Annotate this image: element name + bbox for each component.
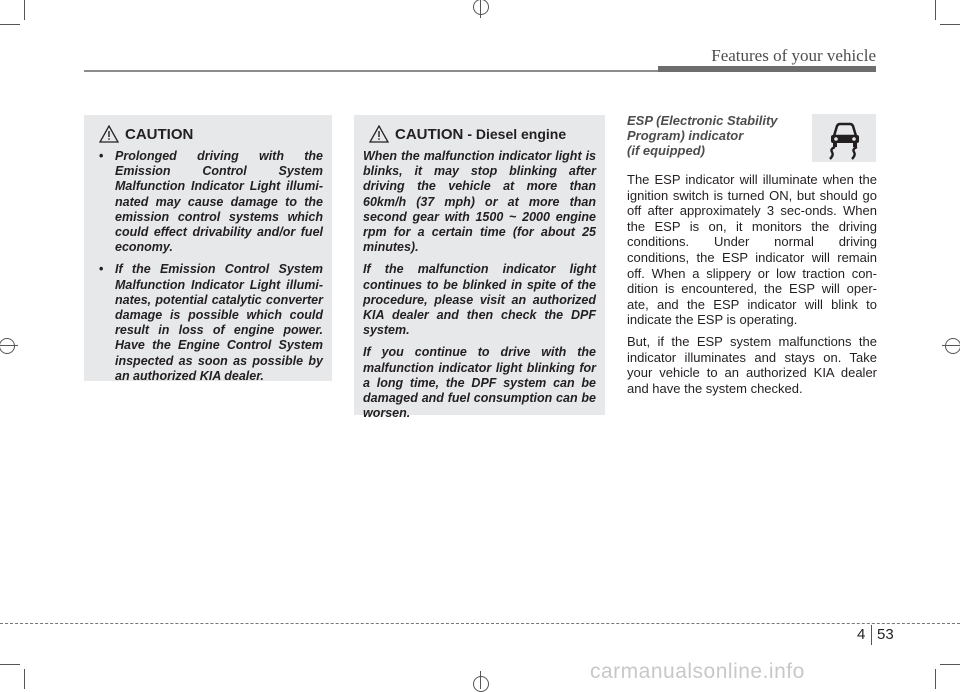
esp-indicator-icon-box [812,114,876,162]
caution-box-diesel [354,115,605,421]
warning-triangle-icon [99,125,119,143]
chapter-number: 4 [857,626,866,643]
caution-subtitle: - Diesel engine [467,126,567,142]
page-header-title: Features of your vehicle [711,46,876,65]
esp-paragraph: But, if the ESP system malfunctions the indicator illuminates and stays on. Take your vehicle to an authorized KIA dealer and have the system checked. [627,333,877,396]
caution-paragraph: If you continue to drive with the malfunction indicator light blinking for a long time, the DPF system can be damaged and fuel consumption can be worsen. [363,345,596,421]
esp-description [627,172,877,402]
esp-title-line: ESP (Electronic Stability [627,113,778,128]
caution-box-emission [84,115,332,381]
caution-bullet: • If the Emission Control System Malfunction Indicator Light illumi-nates, potential catalytic converter damage is possible which could result in loss of engine power. Have the Engine Control System inspected as soon as possible by an authorized KIA dealer. [93,262,323,384]
footer-rule [0,623,960,624]
esp-section-title [627,113,827,158]
caution-heading [363,123,596,145]
watermark: carmanualsonline.info [590,660,805,683]
caution-bullet: • Prolonged driving with the Emission Control System Malfunction Indicator Light illumi-nated may cause damage to the emission control systems which could effect drivability and/or fuel economy. [93,149,323,255]
page-number: 53 [877,626,894,643]
esp-title-line: Program) indicator [627,128,744,143]
caution-title: CAUTION [125,125,194,143]
esp-skid-car-icon [812,114,876,162]
caution-paragraph: If the malfunction indicator light continues to be blinked in spite of the procedure, please visit an authorized KIA dealer and then check the DPF system. [363,262,596,338]
caution-paragraph: When the malfunction indicator light is blinks, it may stop blinking after driving the vehicle at more than 60km/h (37 mph) or at more than second gear with 1500 ~ 2000 engine rpm for a certain time (for about 25 minutes). [363,149,596,255]
caution-heading [93,123,323,145]
esp-title-line: (if equipped) [627,143,705,158]
caution-title: CAUTION [395,125,464,143]
page-number-separator [871,625,872,645]
warning-triangle-icon [369,125,389,143]
esp-paragraph: The ESP indicator will illuminate when the ignition switch is turned ON, but should go off after approximately 3 sec-onds. When the ESP is on, it monitors the driving conditions. Under normal driving conditions, the ESP indicator will remain off. When a slippery or low traction con-dition is encountered, the ESP will oper-ate, and the ESP indicator will blink to indicate the ESP is operating. [627,172,877,328]
header-rule-accent [658,66,876,72]
